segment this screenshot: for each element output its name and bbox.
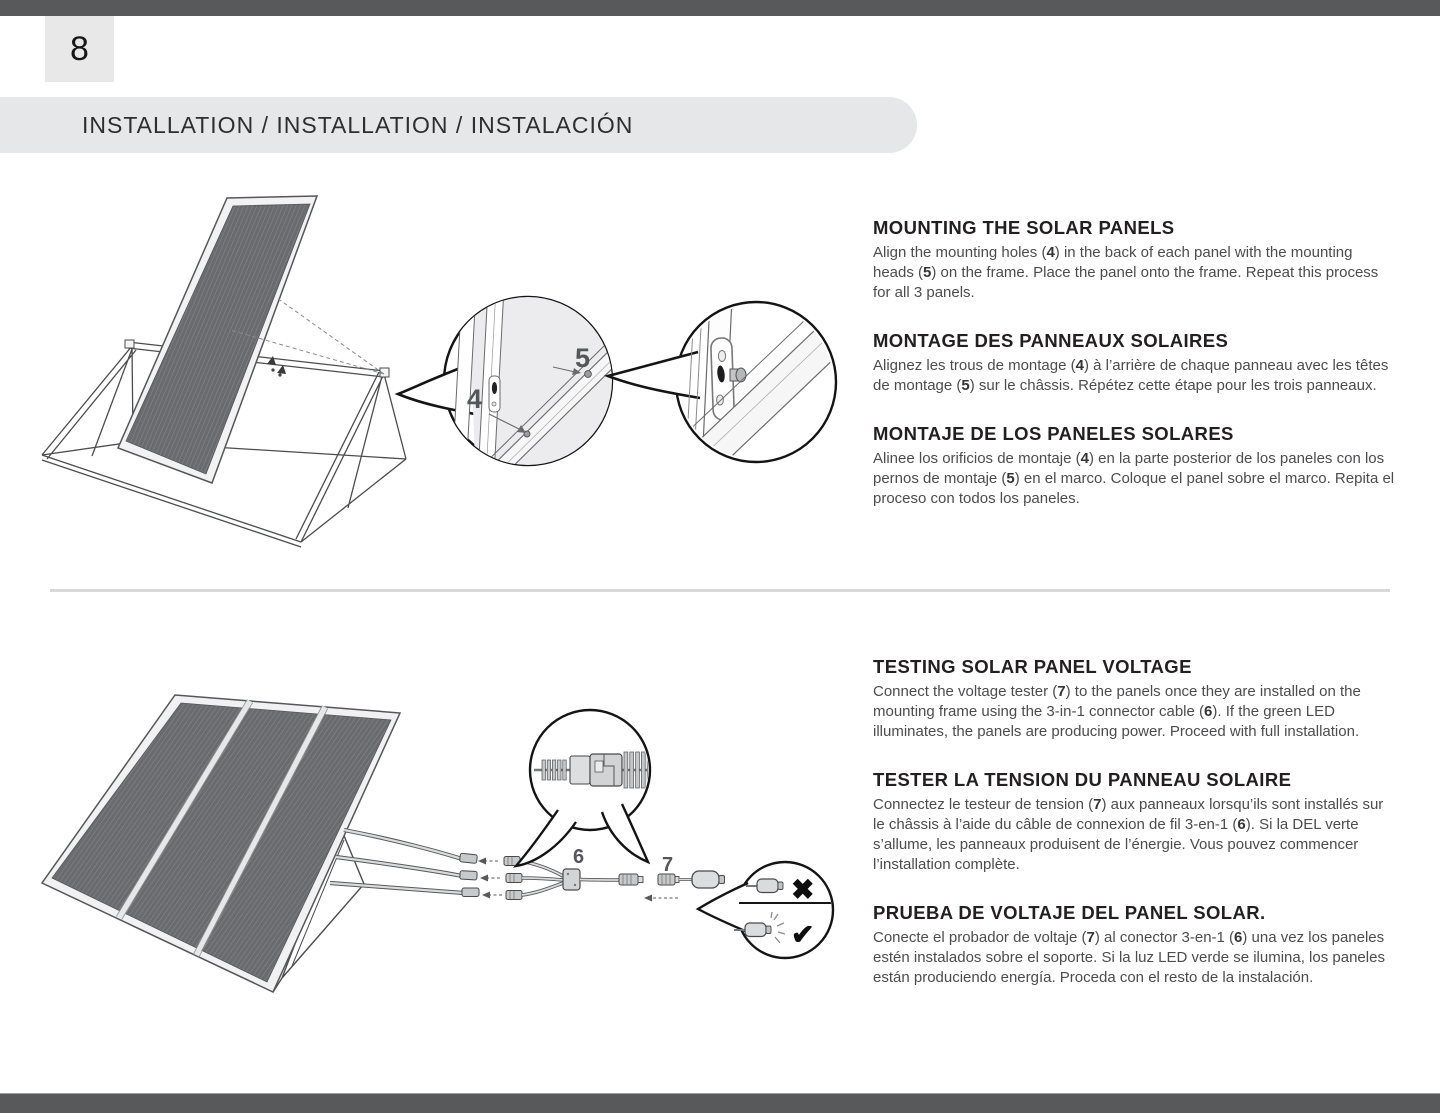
page-number-box — [45, 16, 114, 82]
callout-tail — [698, 883, 750, 933]
tester-body — [692, 871, 719, 888]
block-body: Alinee los orificios de montaje (4) en la parte posterior de los paneles con los pernos de montaje (5) en el marco. Coloque el panel sobre el marco. Repita el proceso con todos los paneles. — [873, 450, 1395, 507]
text-block-en — [873, 656, 1397, 742]
callout-label-6: 6 — [573, 846, 585, 868]
correct-connection-icon: ✔ — [791, 919, 815, 950]
tester-led — [719, 876, 725, 884]
testing-diagram — [30, 660, 860, 1040]
bottom-bar — [0, 1093, 1440, 1113]
text-block-es — [873, 902, 1397, 988]
block-body: Connect the voltage tester (7) to the panels once they are installed on the mounting frame using the 3-in-1 connector cable (6). If the green LED illuminates, the panels are producing power. Proceed with full installation. — [873, 683, 1361, 740]
cable-hub — [563, 869, 580, 890]
mounting-callout-circle — [398, 283, 627, 490]
banner-title: INSTALLATION / INSTALLATION / INSTALACIÓN — [82, 111, 634, 138]
block-body: Connectez le testeur de tension (7) aux panneaux lorsqu’ils sont installés sur le châssis à l’aide du câble de connexion de fil 3-en-1 (6). Si la DEL verte s’allume, les panneaux produisent de l’énergie. Vous pouvez commencer l’installation complète. — [873, 796, 1384, 873]
callout-tail — [608, 352, 700, 398]
mounting-diagram — [30, 168, 840, 578]
mounting-head-zoom-circle — [608, 298, 840, 492]
plug-direction-arrows — [478, 858, 502, 899]
block-heading: MOUNTING THE SOLAR PANELS — [873, 217, 1175, 238]
block-heading: PRUEBA DE VOLTAJE DEL PANEL SOLAR. — [873, 902, 1266, 923]
block-heading: TESTER LA TENSION DU PANNEAU SOLAIRE — [873, 769, 1292, 790]
text-block-fr — [873, 769, 1397, 875]
testing-text-column — [873, 656, 1397, 1015]
block-body: Conecte el probador de voltaje (7) al conector 3-en-1 (6) una vez los paneles estén instalados sobre el soporte. Si la luz LED verde se ilumina, los paneles están produciendo energía. Proceda con el resto de la instalación. — [873, 929, 1385, 986]
wrong-connection-icon: ✖ — [791, 874, 815, 905]
callout-label-7: 7 — [662, 854, 674, 876]
panel-cable-plugs — [460, 853, 479, 896]
block-heading: MONTAGE DES PANNEAUX SOLAIRES — [873, 330, 1229, 351]
text-block-fr — [873, 330, 1397, 396]
callout-label-4: 4 — [467, 384, 483, 414]
text-block-es — [873, 423, 1397, 509]
block-heading: TESTING SOLAR PANEL VOLTAGE — [873, 656, 1192, 677]
voltage-tester — [644, 854, 725, 902]
solar-panel — [118, 196, 317, 483]
block-body: Alignez les trous de montage (4) à l’arrière de chaque panneau avec les têtes de montage (5) sur le châssis. Répétez cette étape pour les trois panneaux. — [873, 357, 1389, 394]
top-bar — [0, 0, 1440, 16]
mounting-text-column — [873, 217, 1397, 536]
section-divider — [50, 589, 1390, 592]
page-number: 8 — [70, 29, 89, 68]
callout-tail-right — [602, 804, 648, 862]
text-block-en — [873, 217, 1397, 303]
section-banner — [0, 97, 917, 153]
block-heading: MONTAJE DE LOS PANELES SOLARES — [873, 423, 1234, 444]
connector-joint-callout-circle — [516, 710, 651, 866]
callout-label-5: 5 — [575, 343, 591, 373]
callout-tail-left — [516, 810, 576, 866]
block-body: Align the mounting holes (4) in the back of each panel with the mounting heads (5) on the frame. Place the panel onto the frame. Repeat this process for all 3 panels. — [873, 244, 1379, 301]
